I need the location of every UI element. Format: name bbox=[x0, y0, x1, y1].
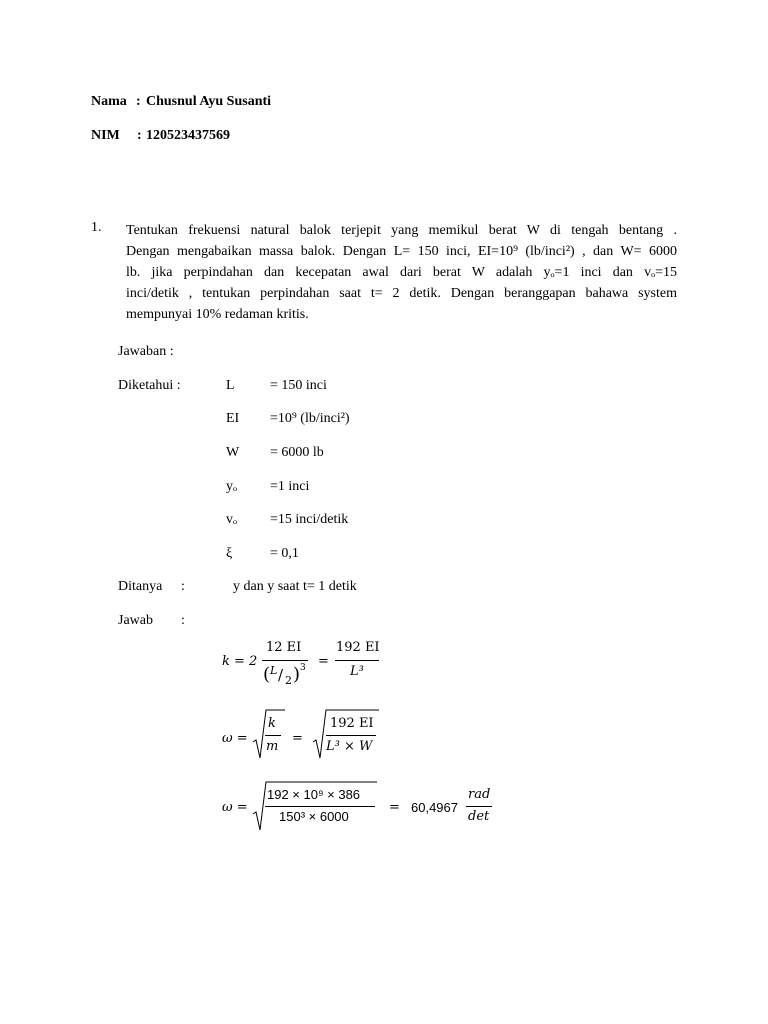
known-value: =1 inci bbox=[270, 479, 310, 494]
nim-label: NIM bbox=[91, 128, 120, 143]
known-symbol: ξ bbox=[226, 546, 233, 561]
nim-value: 120523437569 bbox=[146, 128, 230, 143]
fraction-numerator: 192 EI bbox=[336, 640, 380, 655]
diketahui-label: Diketahui : bbox=[118, 378, 181, 393]
fraction-denominator: ) bbox=[293, 664, 301, 685]
formula-lhs: k = 2 bbox=[222, 654, 258, 669]
jawaban-label: Jawaban : bbox=[118, 344, 174, 359]
known-symbol: EI bbox=[226, 411, 240, 426]
ditanya-label: Ditanya bbox=[118, 579, 163, 594]
fraction-bar bbox=[265, 735, 281, 736]
formula-lhs: ω = bbox=[222, 731, 248, 746]
jawab-label: Jawab bbox=[118, 613, 153, 628]
ditanya-value: y dan y saat t= 1 detik bbox=[233, 579, 357, 594]
unit-denominator: det bbox=[468, 809, 490, 824]
fraction-numerator: k bbox=[268, 716, 276, 731]
unit-numerator: rad bbox=[468, 787, 491, 802]
formula-equals: = bbox=[389, 800, 400, 815]
formula-lhs: ω = bbox=[222, 800, 248, 815]
nim-separator: : bbox=[137, 128, 142, 143]
fraction-denominator: 2 bbox=[285, 674, 292, 687]
fraction-numerator: 192 EI bbox=[330, 716, 374, 731]
omega-result: 60,4967 bbox=[411, 800, 458, 815]
fraction-denominator: / bbox=[278, 666, 284, 684]
fraction-denominator: L bbox=[270, 664, 278, 677]
known-value: =10⁹ (lb/inci²) bbox=[270, 411, 350, 426]
question-text bbox=[126, 220, 677, 325]
fraction-bar bbox=[265, 806, 375, 807]
fraction-numerator: 192 × 10⁹ × 386 bbox=[267, 787, 361, 802]
fraction-exponent: 3 bbox=[300, 663, 306, 673]
fraction-numerator: 12 EI bbox=[266, 640, 302, 655]
question-line: Dengan mengabaikan massa balok. Dengan L= 150 inci, EI=10⁹ (lb/inci²) , dan W= 6000 bbox=[126, 244, 677, 259]
question-line: Tentukan frekuensi natural balok terjepit yang memikul berat W di tengah bentang . bbox=[126, 223, 677, 238]
fraction-bar bbox=[466, 806, 492, 807]
ditanya-separator: : bbox=[181, 579, 185, 594]
name-label: Nama bbox=[91, 94, 127, 109]
known-symbol: L bbox=[226, 378, 235, 393]
fraction-denominator: L³ bbox=[350, 664, 364, 679]
known-symbol: W bbox=[226, 445, 240, 460]
known-symbol: yₒ bbox=[226, 479, 238, 494]
formula-equals: = bbox=[292, 731, 303, 746]
question-line: mempunyai 10% redaman kritis. bbox=[126, 307, 309, 322]
known-value: = 150 inci bbox=[270, 378, 327, 393]
question-number: 1. bbox=[91, 220, 102, 235]
known-value: = 6000 lb bbox=[270, 445, 324, 460]
formula-equals: = bbox=[318, 654, 329, 669]
question-line: lb. jika perpindahan dan kecepatan awal dari berat W adalah yₒ=1 inci dan vₒ=15 bbox=[126, 265, 677, 280]
name-value: Chusnul Ayu Susanti bbox=[146, 94, 272, 109]
known-value: = 0,1 bbox=[270, 546, 299, 561]
fraction-denominator: L³ × W bbox=[326, 739, 373, 754]
fraction-denominator: 150³ × 6000 bbox=[279, 809, 349, 824]
fraction-denominator: m bbox=[266, 739, 279, 754]
known-value: =15 inci/detik bbox=[270, 512, 349, 527]
fraction-bar bbox=[335, 660, 379, 661]
jawab-separator: : bbox=[181, 613, 185, 628]
known-symbol: vₒ bbox=[226, 512, 238, 527]
fraction-bar bbox=[326, 735, 376, 736]
name-separator: : bbox=[136, 94, 141, 109]
question-line: inci/detik , tentukan perpindahan saat t= 2 detik. Dengan beranggapan bahawa system bbox=[126, 286, 677, 301]
fraction-denominator: ( bbox=[263, 664, 271, 685]
fraction-bar bbox=[262, 660, 308, 661]
